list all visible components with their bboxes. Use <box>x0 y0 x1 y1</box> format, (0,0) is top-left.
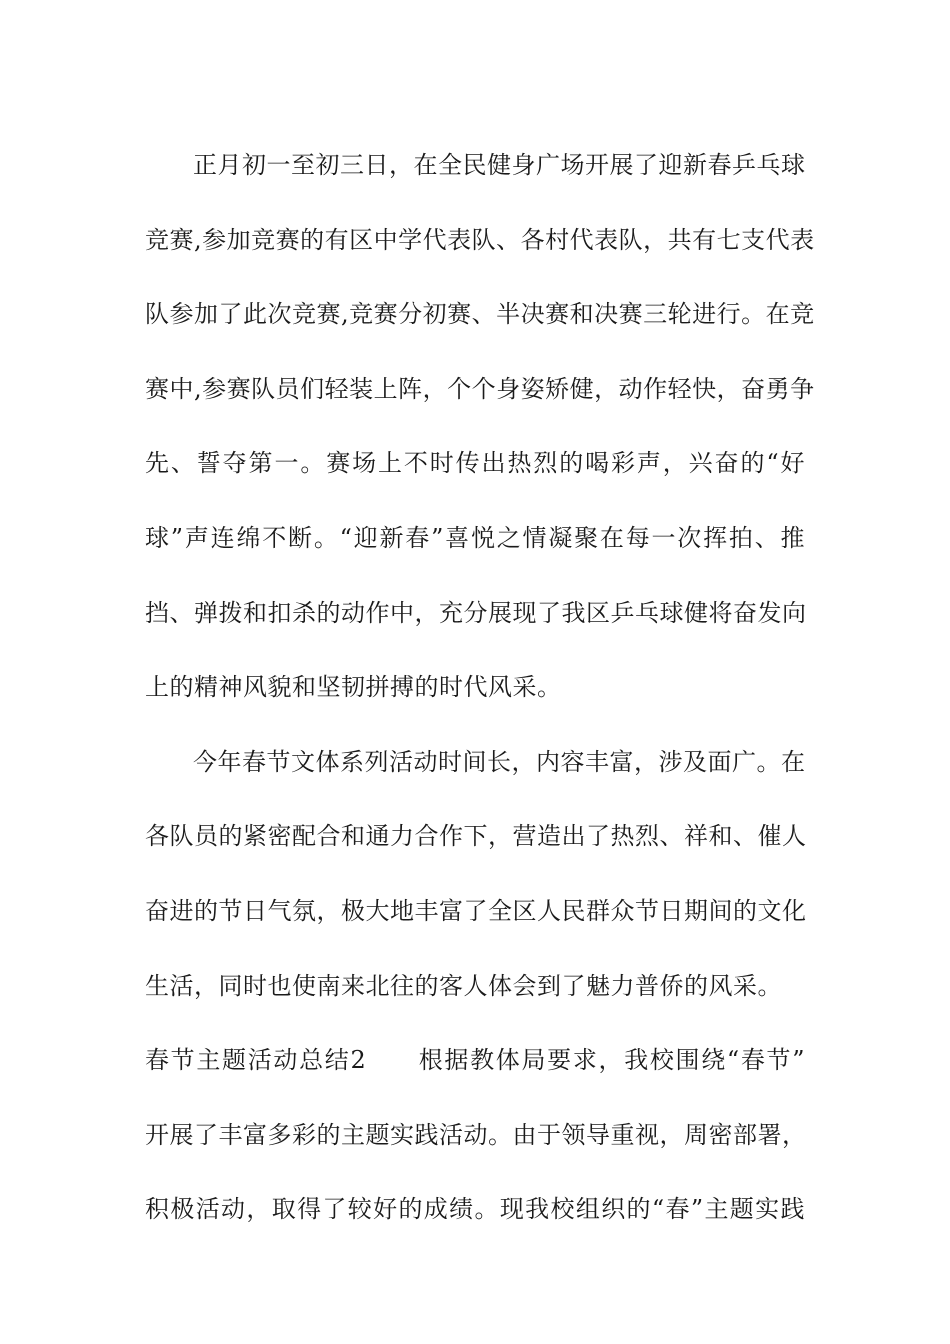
paragraph-line: 积极活动，取得了较好的成绩。现我校组织的“春”主题实践 <box>145 1195 805 1224</box>
paragraph-line: 各队员的紧密配合和通力合作下，营造出了热烈、祥和、催人 <box>145 822 807 851</box>
paragraph-line: 今年春节文体系列活动时间长，内容丰富，涉及面广。在 <box>193 747 806 776</box>
document-body <box>145 128 815 1247</box>
paragraph-line: 队参加了此次竞赛,竞赛分初赛、半决赛和决赛三轮进行。在竞 <box>145 300 815 329</box>
paragraph-line: 生活，同时也使南来北往的客人体会到了魅力普侨的风采。 <box>145 971 782 1000</box>
paragraph-line: 上的精神风貌和坚韧拼搏的时代风采。 <box>145 673 562 702</box>
paragraph-line: 挡、弹拨和扣杀的动作中，充分展现了我区乒乓球健将奋发向 <box>145 598 807 627</box>
paragraph-line: 奋进的节日气氛，极大地丰富了全区人民群众节日期间的文化 <box>145 896 807 925</box>
paragraph-line: 先、誓夺第一。赛场上不时传出热烈的喝彩声，兴奋的“好 <box>145 449 805 478</box>
paragraph-line: 竞赛,参加竞赛的有区中学代表队、各村代表队，共有七支代表 <box>145 225 815 254</box>
paragraph-line: 球”声连绵不断。“迎新春”喜悦之情凝聚在每一次挥拍、推 <box>145 523 805 552</box>
paragraph-line: 赛中,参赛队员们轻装上阵，个个身姿矫健，动作轻快，奋勇争 <box>145 374 815 403</box>
paragraph-line: 春节主题活动总结2 根据教体局要求，我校围绕“春节” <box>145 1046 805 1075</box>
paragraph-line: 正月初一至初三日，在全民健身广场开展了迎新春乒乓球 <box>193 151 806 179</box>
paragraph-line: 开展了丰富多彩的主题实践活动。由于领导重视，周密部署， <box>145 1120 807 1149</box>
